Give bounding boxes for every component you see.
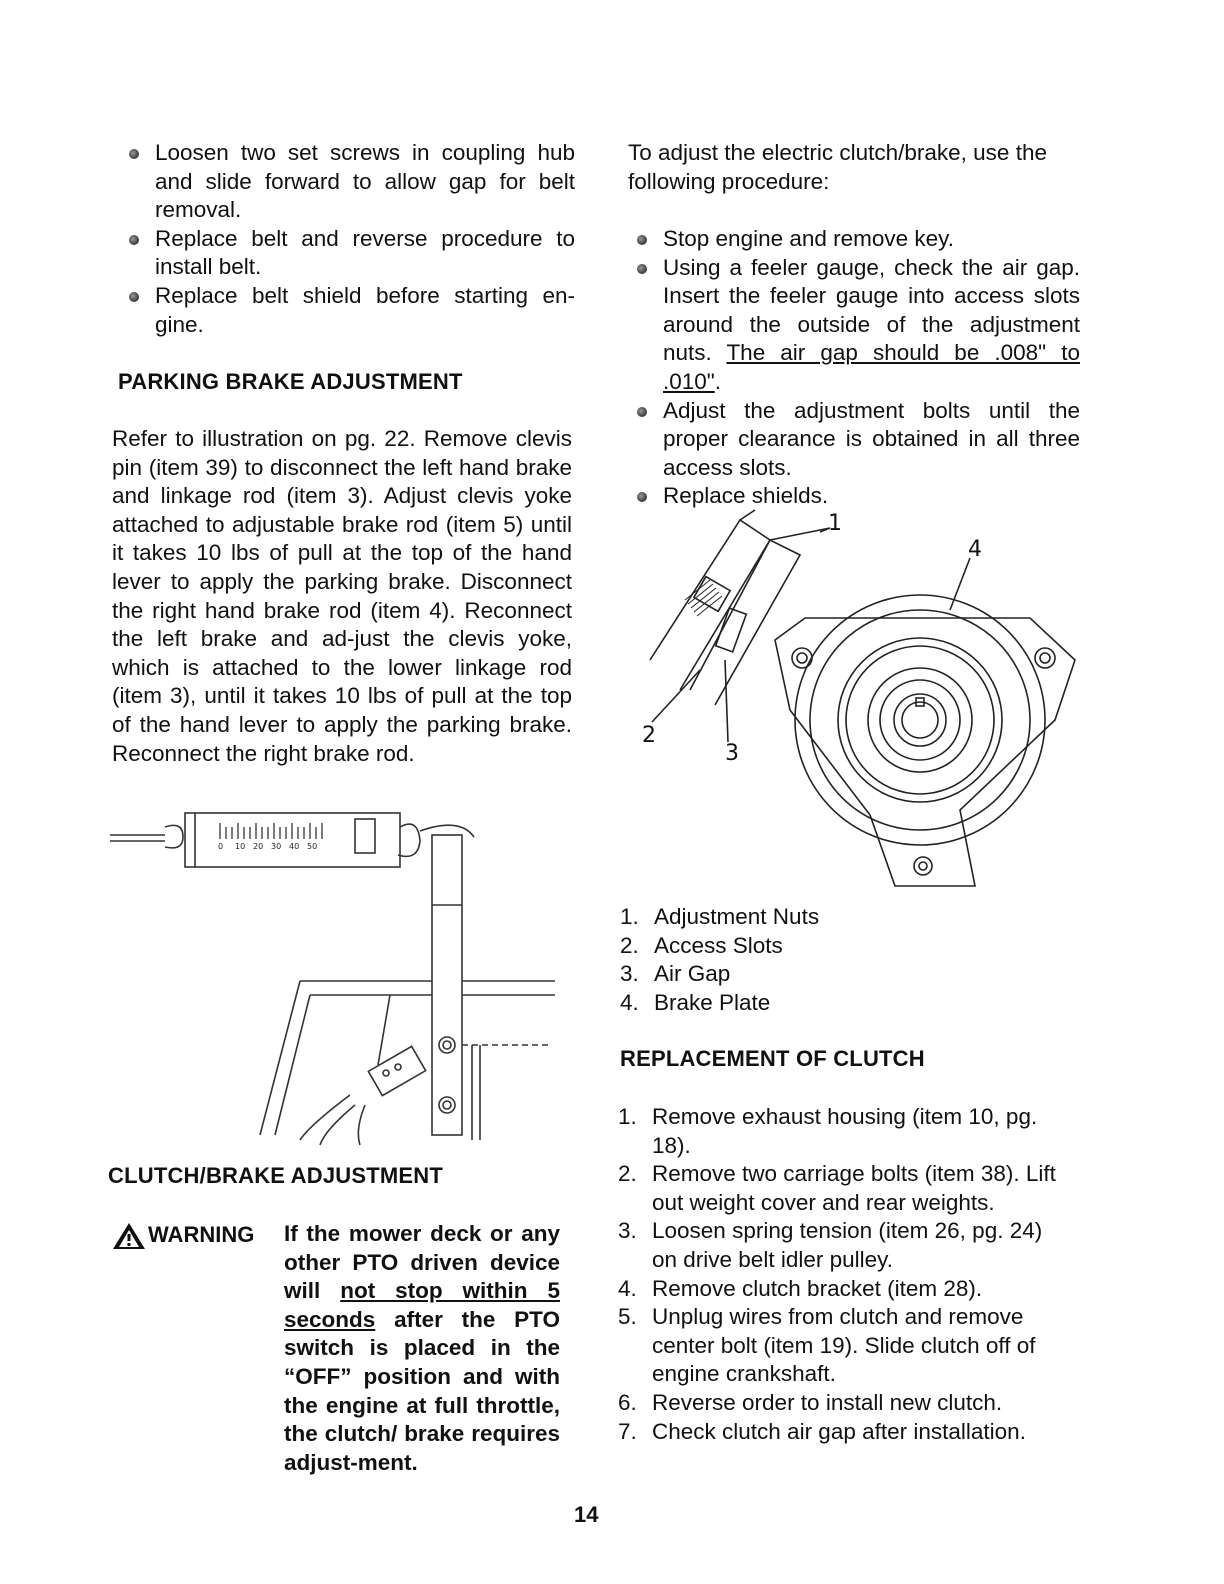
replacement-heading: REPLACEMENT OF CLUTCH bbox=[620, 1046, 925, 1071]
legend-item: 3. Air Gap bbox=[620, 961, 731, 987]
scale-tick-label: 30 bbox=[271, 842, 282, 851]
list-item: Replace belt shield before starting en-gine. bbox=[155, 282, 575, 339]
warning-label: WARNING bbox=[148, 1222, 255, 1247]
bullet-icon bbox=[129, 292, 139, 302]
list-item: Adjust the adjustment bolts until the proper clearance is obtained in all three access slots. bbox=[663, 397, 1080, 483]
bullet-icon bbox=[129, 235, 139, 245]
list-item: Loosen two set screws in coupling hub and slide forward to allow gap for belt removal. bbox=[155, 139, 575, 225]
diagram-legend bbox=[620, 903, 954, 1017]
scale-tick-label: 40 bbox=[289, 842, 300, 851]
list-item: Using a feeler gauge, check the air gap. Insert the feeler gauge into access slots around the outside of the adjustment nuts. The air gap should be .008" to .010". bbox=[663, 254, 1080, 397]
list-item: 7. Check clutch air gap after installation. bbox=[618, 1418, 1026, 1444]
bullet-icon bbox=[637, 235, 647, 245]
warning-text: If the mower deck or any other PTO driven device will not stop within 5 seconds after the PTO switch is placed in the “OFF” position and with the engine at full throttle, the clutch/ brake requires adjust-ment. bbox=[284, 1221, 560, 1475]
air-gap-spec: The air gap should be .008" to .010" bbox=[663, 340, 1080, 394]
list-item: 5. Unplug wires from clutch and remove center bolt (item 19). Slide clutch off of engine crankshaft. bbox=[618, 1304, 1036, 1387]
clutch-intro: To adjust the electric clutch/brake, use the following procedure: bbox=[628, 140, 1047, 194]
bullet-icon bbox=[637, 492, 647, 502]
warning-underline: not stop within 5 seconds bbox=[284, 1278, 560, 1332]
bullet-icon bbox=[129, 149, 139, 159]
parking-brake-heading: PARKING BRAKE ADJUSTMENT bbox=[118, 369, 463, 394]
legend-item: 1. Adjustment Nuts bbox=[620, 904, 820, 929]
right-bullet-list bbox=[663, 225, 1080, 511]
bullet-icon bbox=[637, 407, 647, 417]
scale-tick-label: 50 bbox=[307, 842, 318, 851]
list-item: 3. Loosen spring tension (item 26, pg. 24) on drive belt idler pulley. bbox=[618, 1218, 1043, 1272]
list-item: Stop engine and remove key. bbox=[663, 225, 1080, 254]
replacement-steps bbox=[618, 1103, 1072, 1446]
list-item: Replace shields. bbox=[663, 482, 1080, 511]
bullet-icon bbox=[637, 264, 647, 274]
scale-tick-label: 10 bbox=[235, 842, 246, 851]
diagram-label: 2 bbox=[642, 723, 656, 748]
left-bullet-list bbox=[155, 139, 575, 339]
diagram-label: 1 bbox=[828, 511, 842, 536]
list-item: 2. Remove two carriage bolts (item 38). Lift out weight cover and rear weights. bbox=[618, 1161, 1056, 1215]
list-item: 1. Remove exhaust housing (item 10, pg. 18). bbox=[618, 1104, 1038, 1158]
clutch-brake-heading: CLUTCH/BRAKE ADJUSTMENT bbox=[108, 1163, 443, 1188]
diagram-label: 3 bbox=[725, 741, 739, 766]
list-item: 4. Remove clutch bracket (item 28). bbox=[618, 1275, 983, 1301]
scale-tick-label: 0 bbox=[218, 842, 224, 851]
scale-tick-label: 20 bbox=[253, 842, 264, 851]
legend-item: 4. Brake Plate bbox=[620, 989, 771, 1015]
clutch-diagram bbox=[630, 510, 1090, 890]
legend-item: 2. Access Slots bbox=[620, 932, 783, 958]
list-item: Replace belt and reverse procedure to install belt. bbox=[155, 225, 575, 282]
parking-brake-paragraph: Refer to illustration on pg. 22. Remove clevis pin (item 39) to disconnect the left hand brake and linkage rod (item 3). Adjust clevis yoke attached to adjustable brake rod (item 5) until it takes 10 lbs of pull at the top of the hand lever to apply the parking brake. Disconnect the right hand brake rod (item 4). Reconnect the left brake and ad-just the clevis yoke, which is attached to the lower linkage rod (item 3), until it takes 10 lbs of pull at the top of the hand lever to apply the parking brake. Reconnect the right brake rod. bbox=[112, 426, 572, 766]
diagram-label: 4 bbox=[968, 537, 982, 562]
warning-triangle-icon bbox=[112, 1222, 146, 1250]
list-item: 6. Reverse order to install new clutch. bbox=[618, 1389, 1003, 1415]
page-number: 14 bbox=[574, 1502, 599, 1527]
parking-brake-illustration bbox=[110, 805, 570, 1145]
